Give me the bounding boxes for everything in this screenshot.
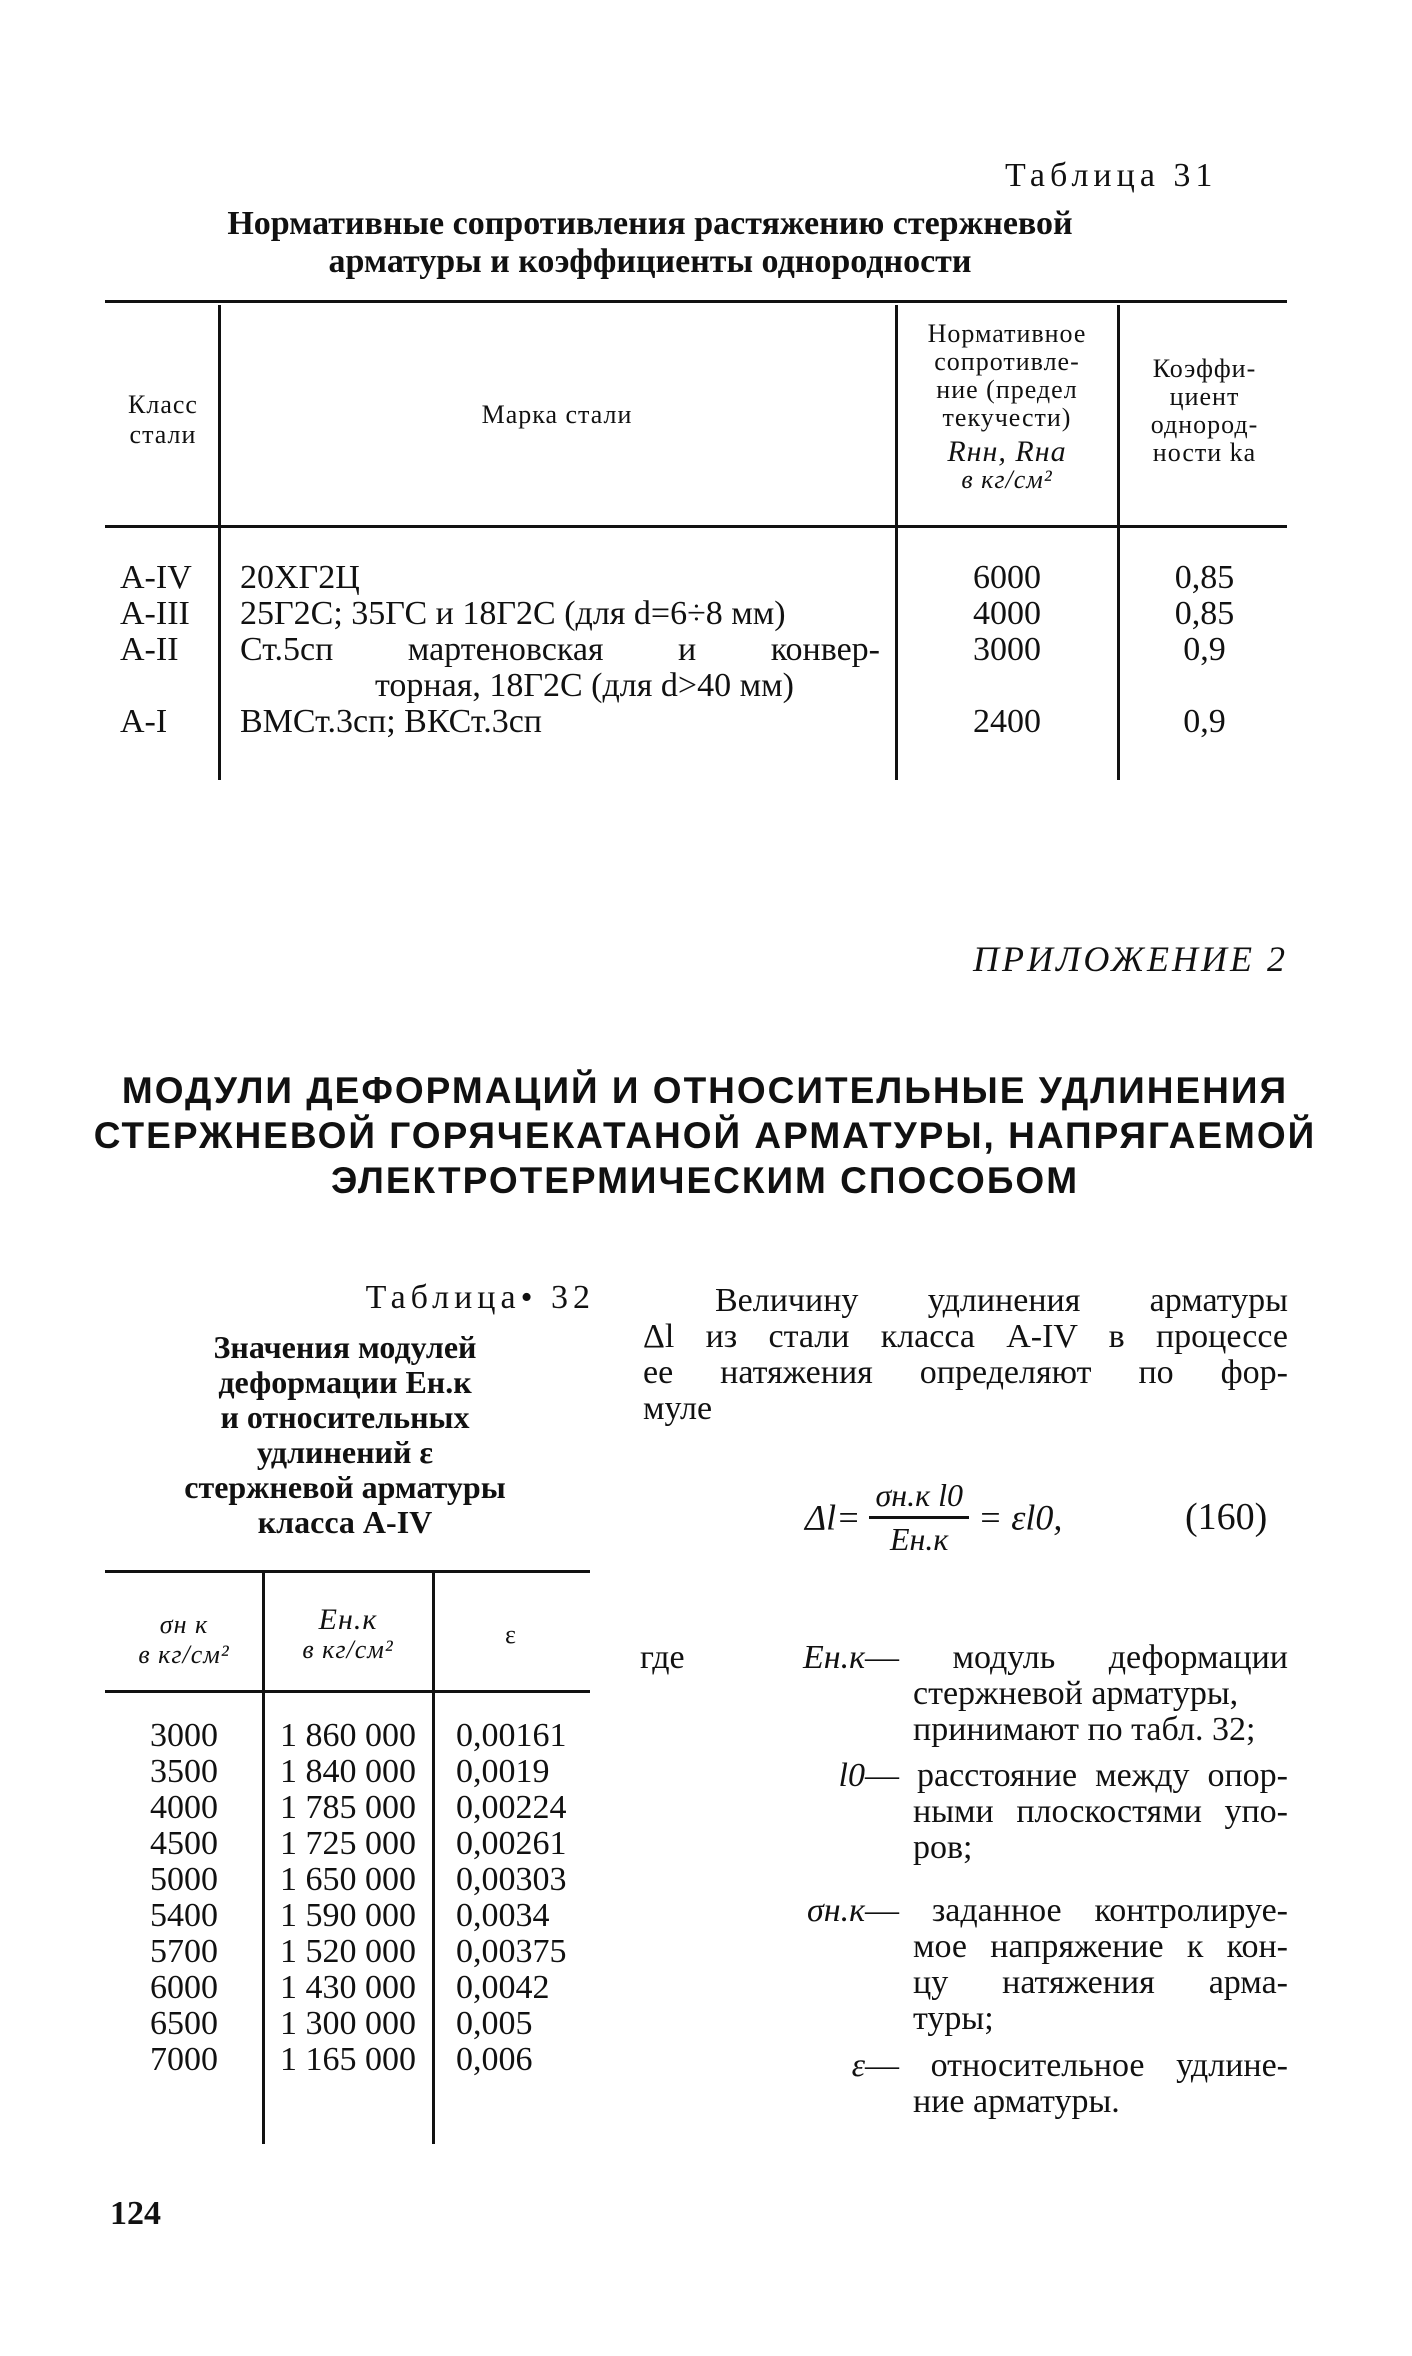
- table-cell: 1 725 000: [280, 1825, 416, 1862]
- header-coef-line1: Коэффи-: [1152, 354, 1257, 383]
- table-cell: 0,00261: [456, 1825, 567, 1862]
- paragraph-line: Величину удлинения арматуры: [715, 1282, 1288, 1319]
- caption-line: класса A-IV: [257, 1504, 433, 1540]
- table31-header-grade: Марка стали: [481, 400, 633, 429]
- caption-line: стержневой арматуры: [184, 1469, 506, 1505]
- paragraph-line: ее натяжения определяют по фор-: [643, 1354, 1288, 1391]
- table-cell: 0,85: [1174, 595, 1235, 632]
- caption-line: деформации Eн.к: [218, 1364, 472, 1400]
- table-cell: 0,00224: [456, 1789, 567, 1826]
- table32-col-modulus: [266, 1718, 416, 2078]
- formula: [805, 1477, 1062, 1558]
- appendix-title-line3: ЭЛЕКТРОТЕРМИЧЕСКИМ СПОСОБОМ: [330, 1160, 1080, 1201]
- formula-fraction: [869, 1477, 969, 1558]
- appendix-title: [90, 1068, 1320, 1203]
- table31-header-class: [110, 390, 216, 450]
- table31-header-resistance: [898, 320, 1116, 494]
- table31-top-rule: [105, 300, 1287, 303]
- table32-col-sigma: [108, 1718, 218, 2078]
- table-cell: 2400: [973, 703, 1041, 740]
- table-cell: 3000: [973, 631, 1041, 668]
- table-cell: 5700: [150, 1933, 218, 1970]
- header-sigma-line1: σн к: [159, 1610, 209, 1639]
- table31-col-coef: [1122, 560, 1287, 740]
- table-cell: 1 165 000: [280, 2041, 416, 2078]
- caption-line: и относительных: [220, 1399, 470, 1435]
- table-cell: 6000: [973, 559, 1041, 596]
- table31-header-rule: [105, 525, 1287, 528]
- def-line: — модуль деформации: [865, 1639, 1288, 1676]
- def-line: ние арматуры.: [913, 2083, 1120, 2120]
- table-cell: 4500: [150, 1825, 218, 1862]
- table-cell: 5400: [150, 1897, 218, 1934]
- table-cell: A-IV: [120, 559, 192, 596]
- table-cell: Ст.5сп мартеновская и конвер-: [240, 631, 880, 668]
- def-text-modulus: [865, 1640, 1288, 1748]
- def-symbol-modulus: Eн.к: [802, 1639, 865, 1676]
- table32-header-strain: ε: [505, 1620, 517, 1649]
- header-modulus-line2: в кг/см²: [302, 1635, 394, 1664]
- def-line: ров;: [913, 1829, 973, 1866]
- def-line: — расстояние между опор-: [865, 1757, 1288, 1794]
- table31-col-class: [120, 560, 192, 740]
- header-sigma-line2: в кг/см²: [138, 1640, 230, 1669]
- def-line: ными плоскостями упо-: [913, 1793, 1288, 1830]
- table-cell: 0,00303: [456, 1861, 567, 1898]
- header-class-line1: Класс: [128, 390, 198, 419]
- def-line: цу натяжения арма-: [913, 1964, 1288, 2001]
- formula-denominator: Eн.к: [890, 1521, 949, 1557]
- def-text-strain: [865, 2048, 1288, 2120]
- table-cell: 1 650 000: [280, 1861, 416, 1898]
- header-coef-line4: ности kа: [1152, 438, 1257, 467]
- def-text-stress: [865, 1893, 1288, 2037]
- table-cell: 0,005: [456, 2005, 533, 2042]
- table31-vline-1: [218, 305, 221, 780]
- table-cell: 25Г2С; 35ГС и 18Г2С (для d=6÷8 мм): [240, 595, 786, 632]
- table-cell: 1 300 000: [280, 2005, 416, 2042]
- table31-col-resistance: [898, 560, 1116, 740]
- table31-header-coef: [1122, 355, 1287, 467]
- header-coef-line3: однород-: [1150, 410, 1259, 439]
- table-cell: A-I: [120, 703, 168, 740]
- table32-vline-1: [262, 1572, 265, 2144]
- header-modulus-line1: Eн.к: [318, 1603, 378, 1636]
- def-symbol-stress: σн.к: [806, 1892, 865, 1929]
- table-cell: 4000: [150, 1789, 218, 1826]
- def-line: — заданное контролируе-: [865, 1892, 1288, 1929]
- table32-top-rule: [105, 1570, 590, 1573]
- table-cell: 6000: [150, 1969, 218, 2006]
- table-cell: 3000: [150, 1717, 218, 1754]
- table31-col-grade: [240, 560, 880, 740]
- header-norm-line3: ние (предел: [936, 375, 1078, 404]
- table-cell: 7000: [150, 2041, 218, 2078]
- table32-label: Таблица• 32: [365, 1279, 595, 1316]
- table32-col-strain: [456, 1718, 586, 2078]
- table-cell: 0,85: [1174, 559, 1235, 596]
- table31-title-line1: Нормативные сопротивления растяжению стержневой: [227, 205, 1073, 242]
- table-cell: 1 785 000: [280, 1789, 416, 1826]
- table-cell: 4000: [973, 595, 1041, 632]
- table-cell: 1 520 000: [280, 1933, 416, 1970]
- table32-caption: [130, 1330, 560, 1540]
- caption-line: Значения модулей: [213, 1329, 477, 1365]
- appendix-title-line1: МОДУЛИ ДЕФОРМАЦИЙ И ОТНОСИТЕЛЬНЫЕ УДЛИНЕНИЯ: [121, 1070, 1289, 1111]
- def-symbol-length: l0: [838, 1757, 865, 1794]
- paragraph-line: Δl из стали класса A-IV в процессе: [643, 1318, 1288, 1355]
- header-norm-line4: текучести): [942, 403, 1072, 432]
- def-symbol-strain: ε: [851, 2047, 865, 2084]
- paragraph-line: муле: [643, 1390, 713, 1427]
- def-line: принимают по табл. 32;: [913, 1711, 1256, 1748]
- table-cell: 6500: [150, 2005, 218, 2042]
- def-line: мое напряжение к кон-: [913, 1928, 1288, 1965]
- table-cell: A-II: [120, 631, 179, 668]
- table-cell: 0,00375: [456, 1933, 567, 1970]
- header-norm-line2: сопротивле-: [934, 347, 1080, 376]
- table-cell: 1 860 000: [280, 1717, 416, 1754]
- def-line: — относительное удлине-: [865, 2047, 1288, 2084]
- table32-header-rule: [105, 1690, 590, 1693]
- header-norm-unit: в кг/см²: [961, 465, 1053, 494]
- table-cell: 20ХГ2Ц: [240, 559, 360, 596]
- header-coef-line2: циент: [1169, 382, 1240, 411]
- table31-label: Таблица 31: [1005, 157, 1218, 194]
- header-norm-line1: Нормативное: [927, 319, 1087, 348]
- table-cell: 0,0019: [456, 1753, 550, 1790]
- header-norm-symbol: Rнн, Rна: [947, 435, 1067, 468]
- def-line: стержневой арматуры,: [913, 1675, 1239, 1712]
- formula-lhs: Δl=: [805, 1497, 861, 1538]
- appendix-title-line2: СТЕРЖНЕВОЙ ГОРЯЧЕКАТАНОЙ АРМАТУРЫ, НАПРЯГАЕМОЙ: [93, 1115, 1317, 1156]
- table-cell: 0,0034: [456, 1897, 550, 1934]
- where-label: где: [640, 1639, 685, 1676]
- formula-rhs: = εl0,: [977, 1497, 1063, 1538]
- page-number: 124: [110, 2195, 161, 2232]
- caption-line: удлинений ε: [256, 1434, 434, 1470]
- table-cell: 0,9: [1183, 703, 1226, 740]
- formula-numerator: σн.к l0: [869, 1477, 969, 1519]
- appendix-label: ПРИЛОЖЕНИЕ 2: [973, 939, 1288, 979]
- table-cell: 0,9: [1183, 631, 1226, 668]
- formula-number: (160): [1185, 1496, 1268, 1538]
- table32-header-modulus: [266, 1605, 430, 1665]
- table31-title-line2: арматуры и коэффициенты однородности: [328, 243, 972, 280]
- table-cell: 1 840 000: [280, 1753, 416, 1790]
- table31-title: [150, 205, 1150, 281]
- table-cell: 5000: [150, 1861, 218, 1898]
- table-cell: торная, 18Г2С (для d>40 мм): [375, 667, 794, 704]
- table32-header-sigma: [108, 1610, 260, 1670]
- table-cell: 0,006: [456, 2041, 533, 2078]
- table31-vline-3: [1117, 305, 1120, 780]
- table32-vline-2: [432, 1572, 435, 2144]
- header-class-line2: стали: [129, 420, 197, 449]
- table-cell: 1 590 000: [280, 1897, 416, 1934]
- def-text-length: [865, 1758, 1288, 1866]
- table-cell: A-III: [120, 595, 190, 632]
- table-cell: 3500: [150, 1753, 218, 1790]
- table-cell: ВМСт.3сп; ВКСт.3сп: [240, 703, 542, 740]
- def-line: туры;: [913, 2000, 994, 2037]
- table-cell: 0,00161: [456, 1717, 567, 1754]
- table-cell: 1 430 000: [280, 1969, 416, 2006]
- table-cell: 0,0042: [456, 1969, 550, 2006]
- intro-paragraph: [643, 1283, 1288, 1427]
